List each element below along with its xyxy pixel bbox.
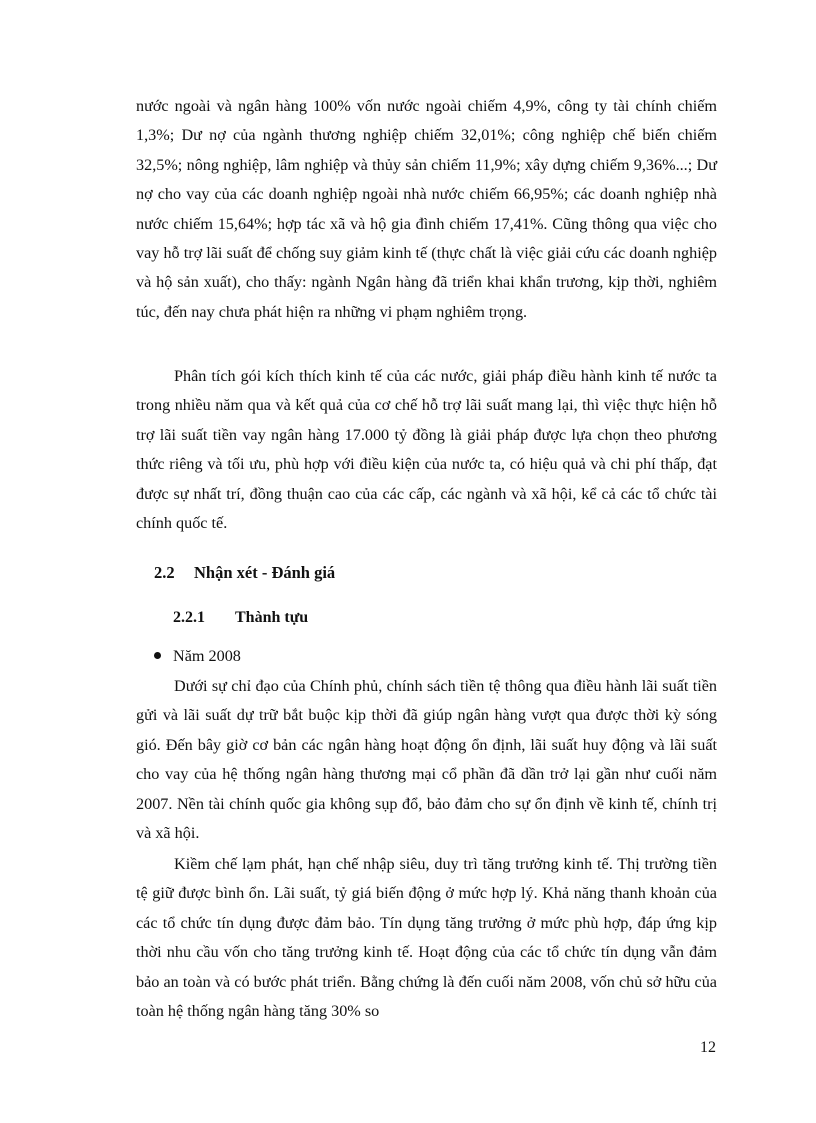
paragraph-text: Dưới sự chỉ đạo của Chính phủ, chính sách tiền tệ thông qua điều hành lãi suất tiền gửi và lãi suất dự trữ bắt buộc kịp thời đã giúp ngân hàng vượt qua được thời kỳ sóng gió. Đến bây giờ cơ bản các ngân hàng hoạt động ổn định, lãi suất huy động và lãi suất cho vay của hệ thống ngân hàng thương mại cổ phần đã dần trở lại gần như cuối năm 2007. Nền tài chính quốc gia không sụp đổ, bảo đảm cho sự ổn định về kinh tế, chính trị và xã hội. [136, 677, 717, 843]
bullet-dot-icon [154, 652, 161, 659]
paragraph-inflation-control [136, 850, 717, 1026]
subsection-number: 2.2.1 [173, 609, 205, 626]
bullet-item [154, 642, 241, 671]
paragraph-text: nước ngoài và ngân hàng 100% vốn nước ngoài chiếm 4,9%, công ty tài chính chiếm 1,3%; Dư nợ của ngành thương nghiệp chiếm 32,01%; công nghiệp chế biến chiếm 32,5%; nông nghiệp, lâm nghiệp và thủy sản chiếm 11,9%; xây dựng chiếm 9,36%...; Dư nợ cho vay của các doanh nghiệp ngoài nhà nước chiếm 66,95%; các doanh nghiệp nhà nước chiếm 15,64%; hợp tác xã và hộ gia đình chiếm 17,41%. Cũng thông qua việc cho vay hỗ trợ lãi suất để chống suy giảm kinh tế (thực chất là việc giải cứu các doanh nghiệp và hộ sản xuất), cho thấy: ngành Ngân hàng đã triển khai khẩn trương, kịp thời, nghiêm túc, đến nay chưa phát hiện ra những vi phạm nghiêm trọng. [136, 97, 717, 321]
page-number: 12 [700, 1039, 716, 1056]
paragraph-continuation [136, 92, 717, 327]
paragraph-text: Kiềm chế lạm phát, hạn chế nhập siêu, duy trì tăng trưởng kinh tế. Thị trường tiền tệ giữ được bình ổn. Lãi suất, tỷ giá biến động ở mức hợp lý. Khả năng thanh khoản của các tổ chức tín dụng được đảm bảo. Tín dụng tăng trưởng ở mức phù hợp, đáp ứng kịp thời nhu cầu vốn cho tăng trưởng kinh tế. Hoạt động của các tổ chức tín dụng vẫn đảm bảo an toàn và có bước phát triển. Bằng chứng là đến cuối năm 2008, vốn chủ sở hữu của toàn hệ thống ngân hàng tăng 30% so [136, 855, 717, 1021]
paragraph-stimulus-analysis [136, 362, 717, 538]
paragraph-government-policy [136, 672, 717, 848]
paragraph-text: Phân tích gói kích thích kinh tế của các nước, giải pháp điều hành kinh tế nước ta trong nhiều năm qua và kết quả của cơ chế hỗ trợ lãi suất mang lại, thì việc thực hiện hỗ trợ lãi suất tiền vay ngân hàng 17.000 tỷ đồng là giải pháp được lựa chọn theo phương thức riêng và tối ưu, phù hợp với điều kiện của nước ta, có hiệu quả và chi phí thấp, đạt được sự nhất trí, đồng thuận cao của các cấp, các ngành và xã hội, kể cả các tổ chức tài chính quốc tế. [136, 367, 717, 533]
bullet-text: Năm 2008 [173, 647, 241, 665]
section-heading [154, 559, 335, 587]
subsection-title: Thành tựu [235, 609, 309, 626]
section-title: Nhận xét - Đánh giá [194, 563, 336, 582]
section-number: 2.2 [154, 563, 175, 582]
subsection-heading [173, 604, 308, 632]
